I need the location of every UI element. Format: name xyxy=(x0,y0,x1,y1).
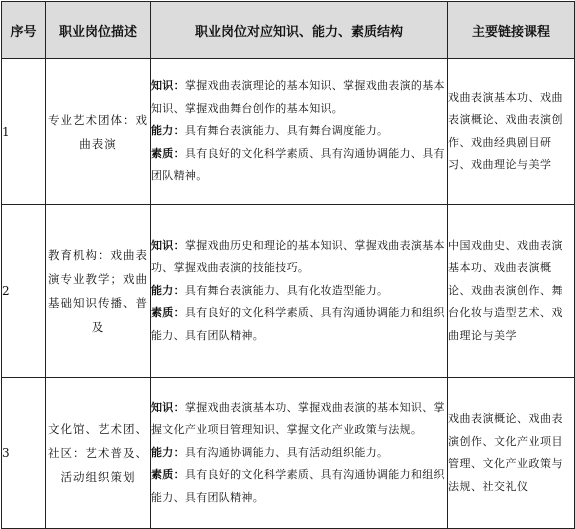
linked-courses: 中国戏曲史、戏曲表演基本功、戏曲表演概论、戏曲表演创作、舞台化妆与造型艺术、戏曲理论与美学 xyxy=(448,205,575,378)
header-number: 序号 xyxy=(2,2,46,59)
row-number: 2 xyxy=(2,205,46,378)
knowledge-text: 掌握戏曲历史和理论的基本知识、掌握戏曲表演基本功、掌握戏曲表演的技能技巧。 xyxy=(151,238,445,275)
ability-text: 具有沟通协调能力、具有活动组织能力。 xyxy=(184,445,389,459)
header-job-description: 职业岗位描述 xyxy=(46,2,151,59)
quality-text: 具有良好的文化科学素质、具有沟通协调能力、具有团队精神。 xyxy=(151,146,445,183)
knowledge-line xyxy=(151,397,447,442)
ability-label: 能力： xyxy=(151,445,185,459)
ability-line xyxy=(151,442,447,465)
knowledge-label: 知识： xyxy=(151,400,185,414)
row-number: 1 xyxy=(2,59,46,205)
row-number: 3 xyxy=(2,378,46,529)
linked-courses: 戏曲表演基本功、戏曲表演概论、戏曲表演创作、戏曲经典剧目研习、戏曲理论与美学 xyxy=(448,59,575,205)
ability-line xyxy=(151,280,447,303)
linked-courses: 戏曲表演概论、戏曲表演创作、文化产业项目管理、文化产业政策与法规、社交礼仪 xyxy=(448,378,575,529)
table-row xyxy=(2,59,575,205)
ability-label: 能力： xyxy=(151,283,185,297)
quality-text: 具有良好的文化科学素质、具有沟通协调能力和组织能力、具有团队精神。 xyxy=(151,306,445,342)
knowledge-line xyxy=(151,235,447,280)
ability-line xyxy=(151,120,447,143)
requirements-cell xyxy=(151,378,448,529)
quality-line xyxy=(151,464,447,509)
job-description: 专业艺术团体：戏曲表演 xyxy=(46,59,151,205)
quality-text: 具有良好的文化科学素质、具有沟通协调能力和组织能力、具有团队精神。 xyxy=(151,468,445,504)
table-row xyxy=(2,205,575,378)
quality-line xyxy=(151,302,447,347)
ability-text: 具有舞台表演能力、具有舞台调度能力。 xyxy=(184,124,389,138)
job-description: 教育机构：戏曲表演专业教学；戏曲基础知识传播、普及 xyxy=(46,205,151,378)
knowledge-line xyxy=(151,75,447,120)
quality-line xyxy=(151,143,447,188)
header-linked-courses: 主要链接课程 xyxy=(448,2,575,59)
table-row xyxy=(2,378,575,529)
knowledge-label: 知识： xyxy=(151,79,185,93)
quality-label: 素质： xyxy=(151,468,185,482)
knowledge-text: 掌握戏曲表演基本功、掌握戏曲表演的基本知识、掌握文化产业项目管理知识、掌握文化产业政策与法规。 xyxy=(151,400,445,437)
job-requirements-table xyxy=(1,1,575,529)
knowledge-label: 知识： xyxy=(151,238,185,252)
requirements-cell xyxy=(151,59,448,205)
job-description: 文化馆、艺术团、社区：艺术普及、活动组织策划 xyxy=(46,378,151,529)
knowledge-text: 掌握戏曲表演理论的基本知识、掌握戏曲表演的基本知识、掌握戏曲舞台创作的基本知识。 xyxy=(151,79,445,115)
requirements-cell xyxy=(151,205,448,378)
quality-label: 素质： xyxy=(151,306,185,320)
header-knowledge-structure: 职业岗位对应知识、能力、素质结构 xyxy=(151,2,448,59)
ability-text: 具有舞台表演能力、具有化妆造型能力。 xyxy=(184,283,389,297)
ability-label: 能力： xyxy=(151,124,185,138)
header-row xyxy=(2,2,575,59)
quality-label: 素质： xyxy=(151,146,185,160)
